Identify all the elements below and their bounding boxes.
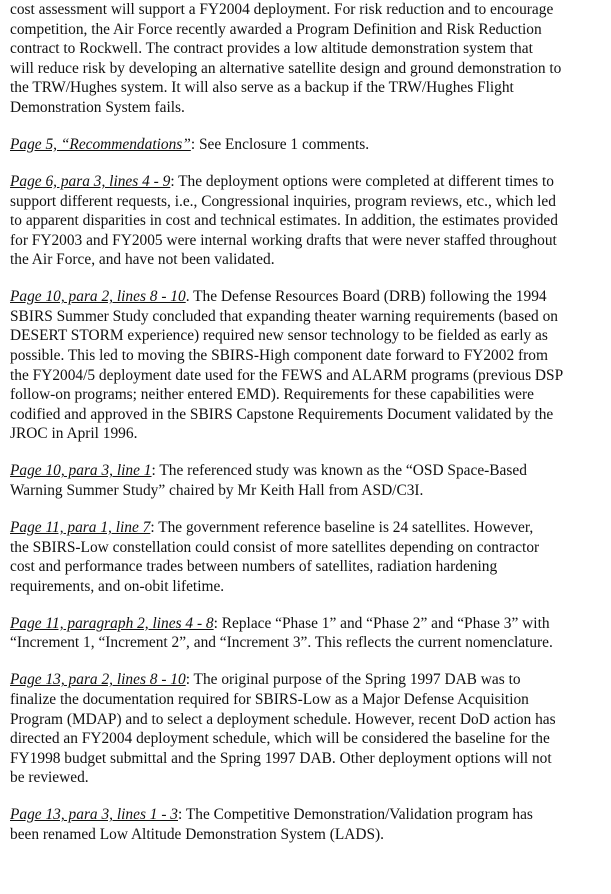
comment-text: : See Enclosure 1 comments.: [190, 135, 370, 153]
comment-text: . The Defense Resources Board (DRB) following the 1994: [185, 288, 547, 306]
comment-text: : The original purpose of the Spring 1997 DAB was to: [185, 671, 521, 689]
comment-text: : The Competitive Demonstration/Validation program has: [178, 806, 533, 824]
comment-paragraph: [10, 461, 606, 500]
page-reference: Page 13, para 3, lines 1 - 3: [10, 806, 178, 824]
text-line: the Air Force, and have not been validated.: [10, 251, 275, 269]
text-line: will reduce risk by developing an alternative satellite design and ground demonstration to: [10, 59, 562, 77]
comment-paragraph: [10, 614, 606, 653]
text-line: been renamed Low Altitude Demonstration System (LADS).: [10, 825, 385, 843]
comment-first-line: [10, 614, 606, 634]
comment-paragraph: [10, 805, 606, 844]
comment-text: : The government reference baseline is 24 satellites. However,: [150, 519, 534, 537]
text-line: directed an FY2004 deployment schedule, which will be considered the baseline for the: [10, 730, 550, 748]
page-reference: Page 10, para 3, line 1: [10, 462, 152, 480]
page-reference: Page 10, para 2, lines 8 - 10: [10, 288, 186, 306]
text-line: possible. This led to moving the SBIRS-High component date forward to FY2002 from: [10, 347, 548, 365]
page-reference: Page 13, para 2, lines 8 - 10: [10, 671, 186, 689]
comment-first-line: [10, 805, 606, 825]
text-line: FY1998 budget submittal and the Spring 1997 DAB. Other deployment options will not: [10, 749, 552, 767]
comment-first-line: [10, 518, 606, 538]
text-line: JROC in April 1996.: [10, 425, 138, 443]
text-line: DESERT STORM experience) required new sensor technology to be fielded as early as: [10, 327, 548, 345]
text-line: to apparent disparities in cost and technical estimates. In addition, the estimates provided: [10, 212, 558, 230]
comment-first-line: [10, 670, 606, 690]
comment-first-line: [10, 135, 606, 155]
text-line: “Increment 1, “Increment 2”, and “Increment 3”. This reflects the current nomenclature.: [10, 634, 553, 652]
text-line: codified and approved in the SBIRS Capstone Requirements Document validated by the: [10, 405, 554, 423]
comment-first-line: [10, 461, 606, 481]
comment-paragraph: [10, 518, 606, 596]
text-line: the TRW/Hughes system. It will also serve as a backup if the TRW/Hughes Flight: [10, 79, 514, 97]
comment-paragraph: [10, 287, 606, 444]
comment-paragraph: [10, 670, 606, 788]
document-page: [10, 0, 606, 845]
text-line: competition, the Air Force recently awarded a Program Definition and Risk Reduction: [10, 20, 542, 38]
page-reference: Page 11, para 1, line 7: [10, 519, 151, 537]
text-line: requirements, and on-obit lifetime.: [10, 577, 225, 595]
text-line: cost and performance trades between numbers of satellites, radiation hardening: [10, 558, 498, 576]
page-reference: Page 6, para 3, lines 4 - 9: [10, 172, 171, 190]
text-line: Program (MDAP) and to select a deployment schedule. However, recent DoD action has: [10, 710, 556, 728]
comment-paragraph: [10, 172, 606, 270]
comment-paragraph: [10, 135, 606, 155]
text-line: cost assessment will support a FY2004 deployment. For risk reduction and to encourage: [10, 1, 554, 18]
text-line: Demonstration System fails.: [10, 98, 185, 116]
text-line: the FY2004/5 deployment date used for the FEWS and ALARM programs (previous DSP: [10, 366, 564, 384]
text-line: support different requests, i.e., Congressional inquiries, program reviews, etc., which led: [10, 192, 556, 210]
text-line: the SBIRS-Low constellation could consist of more satellites depending on contractor: [10, 538, 540, 556]
comment-text: : Replace “Phase 1” and “Phase 2” and “Phase 3” with: [213, 614, 550, 632]
lead-paragraph: [10, 0, 606, 118]
comment-first-line: [10, 172, 606, 192]
comment-first-line: [10, 287, 606, 307]
comment-text: : The deployment options were completed at different times to: [170, 172, 554, 190]
text-line: finalize the documentation required for SBIRS-Low as a Major Defense Acquisition: [10, 690, 529, 708]
comment-text: : The referenced study was known as the “OSD Space-Based: [151, 462, 527, 480]
text-line: for FY2003 and FY2005 were internal working drafts that were never staffed throughout: [10, 231, 557, 249]
text-line: SBIRS Summer Study concluded that expanding theater warning requirements (based on: [10, 307, 558, 325]
text-line: Warning Summer Study” chaired by Mr Keith Hall from ASD/C3I.: [10, 482, 424, 500]
text-line: follow-on programs; neither entered EMD). Requirements for these capabilities were: [10, 386, 534, 404]
page-reference: Page 5, “Recommendations”: [10, 135, 191, 153]
text-line: be reviewed.: [10, 769, 89, 787]
page-reference: Page 11, paragraph 2, lines 4 - 8: [10, 614, 214, 632]
text-line: contract to Rockwell. The contract provides a low altitude demonstration system that: [10, 40, 533, 58]
